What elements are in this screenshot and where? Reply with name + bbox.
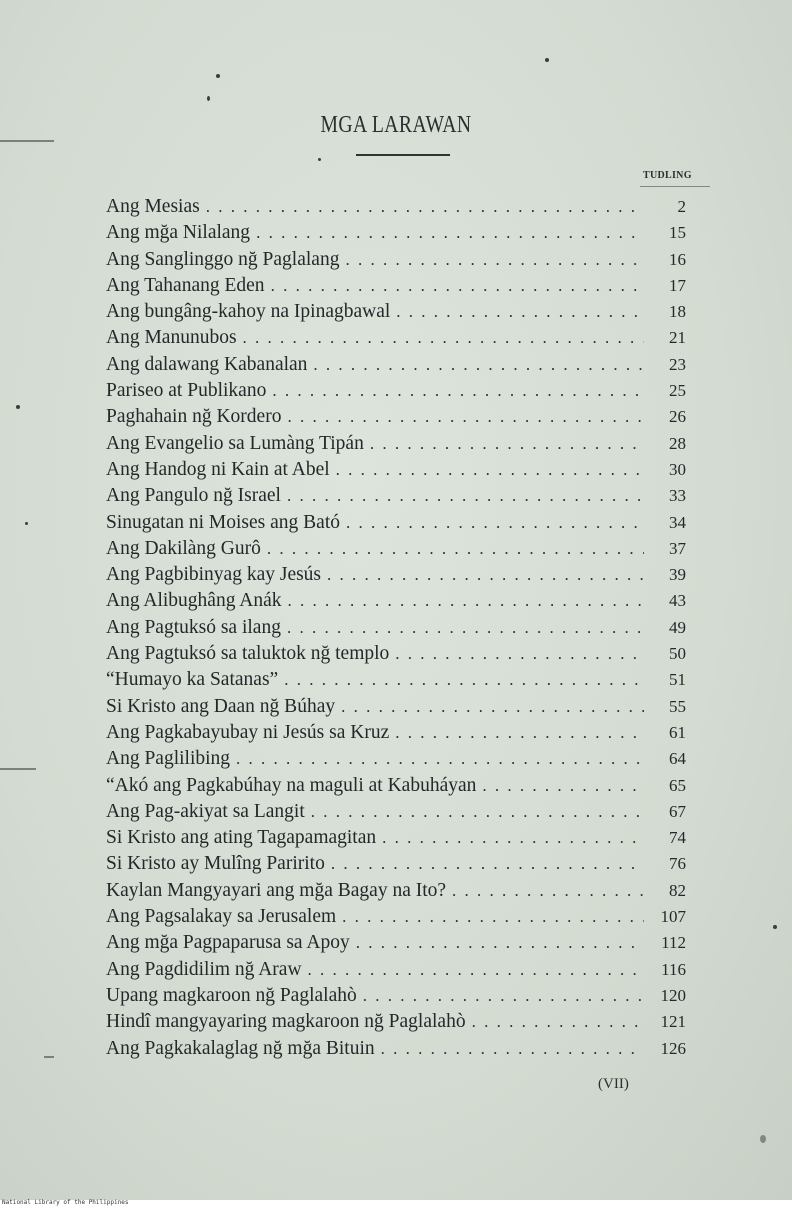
toc-entry-title: Ang Evangelio sa Lumàng Tipán — [106, 432, 364, 454]
toc-entry-page: 21 — [669, 328, 686, 348]
toc-entry-page: 64 — [669, 749, 686, 769]
toc-entry-title: Paghahain nğ Kordero — [106, 406, 282, 428]
toc-entry-page: 39 — [669, 565, 686, 585]
toc-entry — [106, 457, 686, 483]
toc-leader-dots — [272, 378, 644, 404]
toc-entry-title: Ang Handog ni Kain at Abel — [106, 458, 330, 480]
toc-leader-dots — [331, 851, 644, 877]
ink-speck — [318, 158, 321, 161]
toc-entry-title: Pariseo at Publikano — [106, 380, 267, 402]
toc-leader-dots — [271, 273, 644, 299]
toc-entry — [106, 957, 686, 983]
toc-entry-page: 121 — [660, 1012, 686, 1032]
toc-entry — [106, 325, 686, 351]
toc-entry — [106, 694, 686, 720]
toc-entry-title: Ang mğa Nilalang — [106, 222, 251, 244]
toc-entry-page: 33 — [669, 486, 686, 506]
toc-entry-page: 34 — [669, 512, 686, 532]
toc-leader-dots — [482, 773, 644, 799]
title-rule — [356, 154, 450, 156]
toc-entry-page: 18 — [669, 302, 686, 322]
toc-entry-page: 2 — [677, 197, 686, 216]
toc-entry-page: 55 — [669, 696, 686, 716]
toc-entry-title: Ang Manunubos — [106, 327, 237, 349]
toc-leader-dots — [370, 431, 644, 457]
toc-entry-title: Ang Pagtuksó sa ilang — [106, 616, 281, 638]
toc-entry-title: Ang Pagkabayubay ni Jesús sa Kruz — [106, 721, 390, 743]
toc-entry-title: Sinugatan ni Moises ang Bató — [106, 511, 340, 533]
toc-entry-title: “Akó ang Pagkabúhay na maguli at Kabuháyan — [106, 774, 477, 796]
toc-entry — [106, 431, 686, 457]
toc-entry-page: 50 — [669, 644, 686, 664]
toc-leader-dots — [452, 878, 644, 904]
toc-entry — [106, 851, 686, 877]
toc-entry-title: Si Kristo ay Mulîng Paririto — [106, 853, 325, 875]
column-header: TUDLING — [643, 170, 692, 181]
toc-entry — [106, 536, 686, 562]
toc-entry — [106, 247, 686, 273]
toc-entry-page: 37 — [669, 538, 686, 558]
toc-entry-title: Ang Pagbibinyag kay Jesús — [106, 564, 322, 586]
toc-entry-title: Ang dalawang Kabanalan — [106, 353, 308, 375]
toc-leader-dots — [342, 904, 644, 930]
toc-entry-title: Ang Paglilibing — [106, 748, 231, 770]
toc-entry — [106, 510, 686, 536]
toc-entry-page: 76 — [669, 854, 686, 874]
toc-entry-page: 67 — [669, 801, 686, 821]
ink-speck — [760, 1135, 766, 1143]
toc-entry-title: Ang Tahanang Eden — [106, 274, 265, 296]
toc-entry-page: 30 — [669, 459, 686, 479]
toc-leader-dots — [396, 299, 644, 325]
toc-entry — [106, 352, 686, 378]
toc-entry-page: 26 — [669, 407, 686, 427]
toc-leader-dots — [345, 247, 644, 273]
toc-entry-title: Si Kristo ang Daan nğ Búhay — [106, 695, 336, 717]
toc-entry-title: Ang mğa Pagpaparusa sa Apoy — [106, 932, 350, 954]
toc-leader-dots — [311, 799, 644, 825]
toc-entry — [106, 904, 686, 930]
toc-entry-title: Hindî mangyayaring magkaroon nğ Paglalahò — [106, 1011, 466, 1033]
ink-speck — [207, 96, 210, 101]
toc-entry-title: Ang Pag-akiyat sa Langit — [106, 800, 305, 822]
ink-speck — [545, 58, 549, 62]
toc-leader-dots — [313, 352, 644, 378]
ink-speck — [16, 405, 20, 409]
toc-entry-page: 17 — [669, 275, 686, 295]
toc-entry — [106, 588, 686, 614]
toc-entry — [106, 220, 686, 246]
toc-entry — [106, 641, 686, 667]
toc-entry — [106, 483, 686, 509]
toc-entry — [106, 1009, 686, 1035]
toc-entry — [106, 930, 686, 956]
toc-leader-dots — [341, 694, 644, 720]
toc-entry — [106, 299, 686, 325]
toc-entry-page: 74 — [669, 828, 686, 848]
toc-entry — [106, 878, 686, 904]
toc-entry-page: 15 — [669, 223, 686, 243]
toc-entry — [106, 615, 686, 641]
page-number: (VII) — [598, 1076, 629, 1092]
toc-leader-dots — [287, 615, 644, 641]
toc-entry-title: Ang Pagdidilim nğ Araw — [106, 958, 302, 980]
toc-entry — [106, 273, 686, 299]
toc-entry-title: Ang Pagtuksó sa taluktok nğ templo — [106, 643, 390, 665]
toc-entry-page: 61 — [669, 722, 686, 742]
ink-speck — [773, 925, 777, 929]
toc-entry-title: Ang Sanglinggo nğ Paglalang — [106, 248, 340, 270]
toc-entry-title: Ang Mesias — [106, 196, 200, 217]
toc-leader-dots — [395, 720, 644, 746]
ink-speck — [25, 522, 28, 525]
toc-leader-dots — [327, 562, 644, 588]
edge-streak — [44, 1056, 54, 1058]
toc-entry — [106, 825, 686, 851]
toc-entry-title: Ang bungâng-kahoy na Ipinagbawal — [106, 301, 391, 323]
toc-leader-dots — [395, 641, 644, 667]
toc-leader-dots — [382, 825, 644, 851]
toc-entry-page: 126 — [660, 1038, 686, 1058]
toc-entry-title: Ang Pagkakalaglag nğ mğa Bituin — [106, 1037, 375, 1059]
toc-entry-page: 25 — [669, 381, 686, 401]
column-header-underline — [640, 186, 710, 187]
toc-leader-dots — [356, 930, 644, 956]
toc-leader-dots — [206, 194, 644, 220]
edge-streak — [0, 768, 36, 770]
toc-leader-dots — [308, 957, 644, 983]
toc-entry — [106, 773, 686, 799]
toc-leader-dots — [381, 1036, 644, 1062]
toc-entry-page: 116 — [661, 959, 686, 979]
toc-entry-title: Ang Pangulo nğ Israel — [106, 485, 281, 507]
toc-entry — [106, 1036, 686, 1062]
toc-entry-page: 112 — [661, 933, 686, 953]
toc-entry-page: 23 — [669, 354, 686, 374]
toc-entry-title: Ang Alibughâng Anák — [106, 590, 282, 612]
toc-leader-dots — [236, 746, 644, 772]
toc-entry-page: 82 — [669, 880, 686, 900]
toc-entry-title: Kaylan Mangyayari ang mğa Bagay na Ito? — [106, 879, 447, 901]
toc-entry-page: 107 — [660, 907, 686, 927]
toc-entry-page: 16 — [669, 249, 686, 269]
toc-leader-dots — [336, 457, 644, 483]
toc-entry — [106, 983, 686, 1009]
toc-leader-dots — [256, 220, 644, 246]
toc-leader-dots — [287, 483, 644, 509]
library-credit: National Library of the Philippines — [2, 1199, 129, 1206]
toc-entry-page: 49 — [669, 617, 686, 637]
toc-entry — [106, 667, 686, 693]
toc-leader-dots — [267, 536, 644, 562]
toc-entry — [106, 194, 686, 220]
table-of-contents — [106, 194, 686, 1062]
toc-entry-page: 65 — [669, 775, 686, 795]
page-title: MGA LARAWAN — [320, 112, 472, 138]
toc-entry-title: Ang Dakilàng Gurô — [106, 537, 261, 559]
toc-entry — [106, 404, 686, 430]
toc-leader-dots — [288, 588, 645, 614]
ink-speck — [216, 74, 220, 78]
toc-leader-dots — [472, 1009, 644, 1035]
toc-leader-dots — [287, 404, 644, 430]
toc-entry-page: 28 — [669, 433, 686, 453]
toc-entry-title: Upang magkaroon nğ Paglalahò — [106, 984, 357, 1006]
toc-leader-dots — [243, 325, 644, 351]
toc-entry-page: 51 — [669, 670, 686, 690]
toc-entry-title: Si Kristo ang ating Tagapamagitan — [106, 827, 377, 849]
toc-entry — [106, 378, 686, 404]
toc-entry — [106, 746, 686, 772]
toc-leader-dots — [346, 510, 644, 536]
toc-entry-page: 120 — [660, 985, 686, 1005]
toc-entry — [106, 720, 686, 746]
toc-entry — [106, 562, 686, 588]
toc-leader-dots — [284, 667, 644, 693]
toc-entry-title: “Humayo ka Satanas” — [106, 669, 279, 691]
edge-streak — [0, 140, 54, 142]
toc-entry-title: Ang Pagsalakay sa Jerusalem — [106, 906, 337, 928]
toc-leader-dots — [363, 983, 644, 1009]
toc-entry — [106, 799, 686, 825]
toc-entry-page: 43 — [669, 591, 686, 611]
